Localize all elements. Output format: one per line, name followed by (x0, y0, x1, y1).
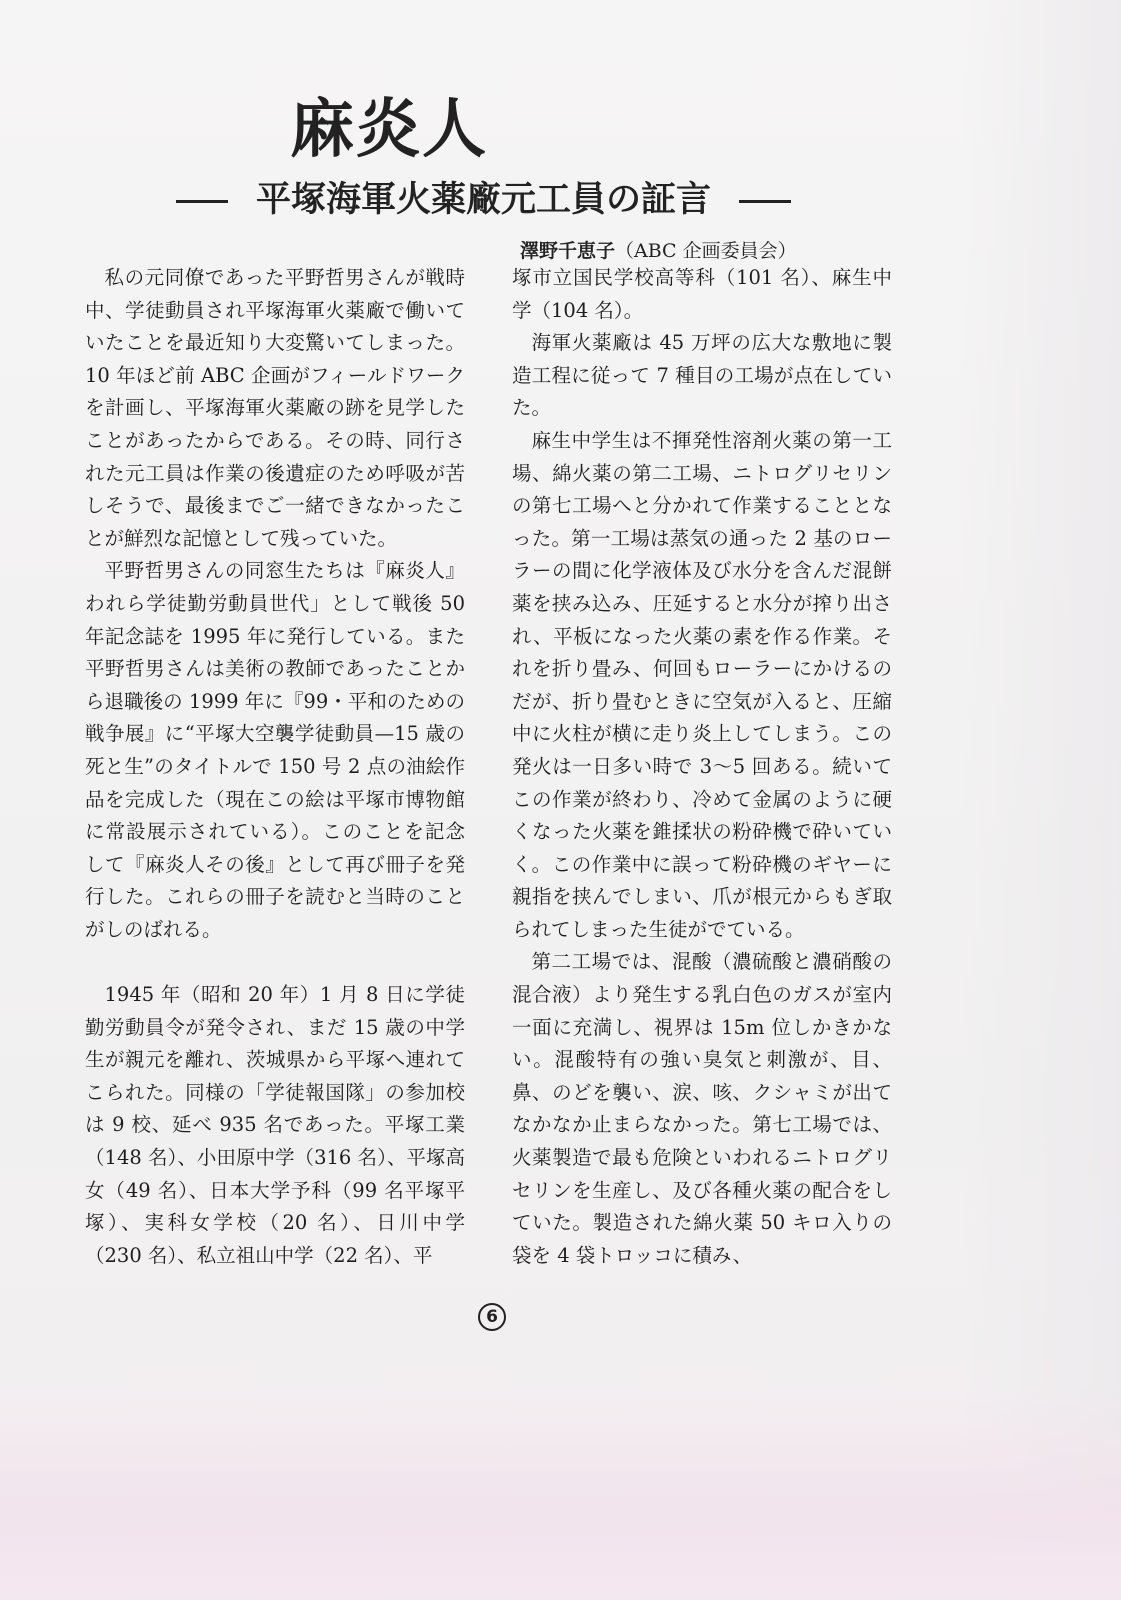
subtitle-dash-left (176, 200, 228, 203)
left-column (85, 262, 465, 1272)
right-paragraph: 麻生中学生は不揮発性溶剤火薬の第一工場、綿火薬の第二工場、ニトログリセリンの第七工場へと分かれて作業することとなった。第一工場は蒸気の通った 2 基のローラーの間に化学液体及び水分を含んだ混餅薬を挟み込み、圧延すると水分が搾り出され、平板になった火薬の素を作る作業。それを折り畳み、何回もローラーにかけるのだが、折り畳むときに空気が入ると、圧縮中に火柱が横に走り炎上してしまう。この発火は一日多い時で 3〜5 回ある。続いてこの作業が終わり、冷めて金属のように硬くなった火薬を錐揉状の粉砕機で砕いていく。この作業中に誤って粉砕機のギヤーに親指を挟んでしまい、爪が根元からもぎ取られてしまった生徒がでている。 (512, 428, 892, 941)
author-name: 澤野千恵子 (520, 240, 616, 262)
article-title: 麻炎人 (290, 92, 488, 167)
author-line (520, 236, 797, 263)
right-paragraph: 海軍火薬廠は 45 万坪の広大な敷地に製造工程に従って 7 種目の工場が点在していた。 (512, 331, 892, 420)
right-paragraph: 第二工場では、混酸（濃硫酸と濃硝酸の混合液）より発生する乳白色のガスが室内一面に充満し、視界は 15m 位しかきかない。混酸特有の強い臭気と刺激が、目、鼻、のどを襲い、涙、咳、クシャミが出てなかなか止まらなかった。第七工場では、火薬製造で最も危険といわれるニトログリセリンを生産し、及び各種火薬の配合をしていた。製造された綿火薬 50 キロ入りの袋を 4 袋トロッコに積み、 (512, 950, 892, 1267)
right-column (512, 262, 892, 1272)
left-paragraph: 私の元同僚であった平野哲男さんが戦時中、学徒動員され平塚海軍火薬廠で働いていたことを最近知り大変驚いてしまった。10 年ほど前 ABC 企画がフィールドワークを計画し、平塚海軍火薬廠の跡を見学したことがあったからである。その時、同行された元工員は作業の後遺症のため呼吸が苦しそうで、最後までご一緒できなかったことが鮮烈な記憶として残っていた。 (85, 266, 465, 550)
subtitle-text: 平塚海軍火薬廠元工員の証言 (256, 179, 712, 220)
right-paragraph: 塚市立国民学校高等科（101 名）、麻生中学（104 名）。 (512, 266, 892, 322)
left-paragraph: 1945 年（昭和 20 年）1 月 8 日に学徒勤労動員令が発令され、まだ 15 歳の中学生が親元を離れ、茨城県から平塚へ連れてこられた。同様の「学徒報国隊」の参加校は 9 校、延べ 935 名であった。平塚工業（148 名）、小田原中学（316 名）、平塚高女（49 名）、日本大学予科（99 名平塚平塚）、実科女学校（20 名）、日川中学（230 名）、私立祖山中学（22 名）、平 (85, 983, 465, 1267)
page-edge-shadow (961, 0, 1121, 1600)
subtitle-dash-right (739, 200, 791, 203)
article-subtitle (148, 172, 828, 222)
page-bottom-tint (0, 1385, 1121, 1600)
paragraph-gap (85, 946, 465, 979)
author-affiliation: （ABC 企画委員会） (615, 240, 797, 262)
page-number: 6 (478, 1303, 506, 1331)
left-paragraph: 平野哲男さんの同窓生たちは『麻炎人』われら学徒勤労動員世代」として戦後 50 年記念誌を 1995 年に発行している。また平野哲男さんは美術の教師であったことから退職後の 1999 年に『99・平和のための戦争展』に“平塚大空襲学徒動員—15 歳の死と生”のタイトルで 150 号 2 点の油絵作品を完成した（現在この絵は平塚市博物館に常設展示されている）。このことを記念して『麻炎人その後』として再び冊子を発行した。これらの冊子を読むと当時のことがしのばれる。 (85, 559, 465, 941)
